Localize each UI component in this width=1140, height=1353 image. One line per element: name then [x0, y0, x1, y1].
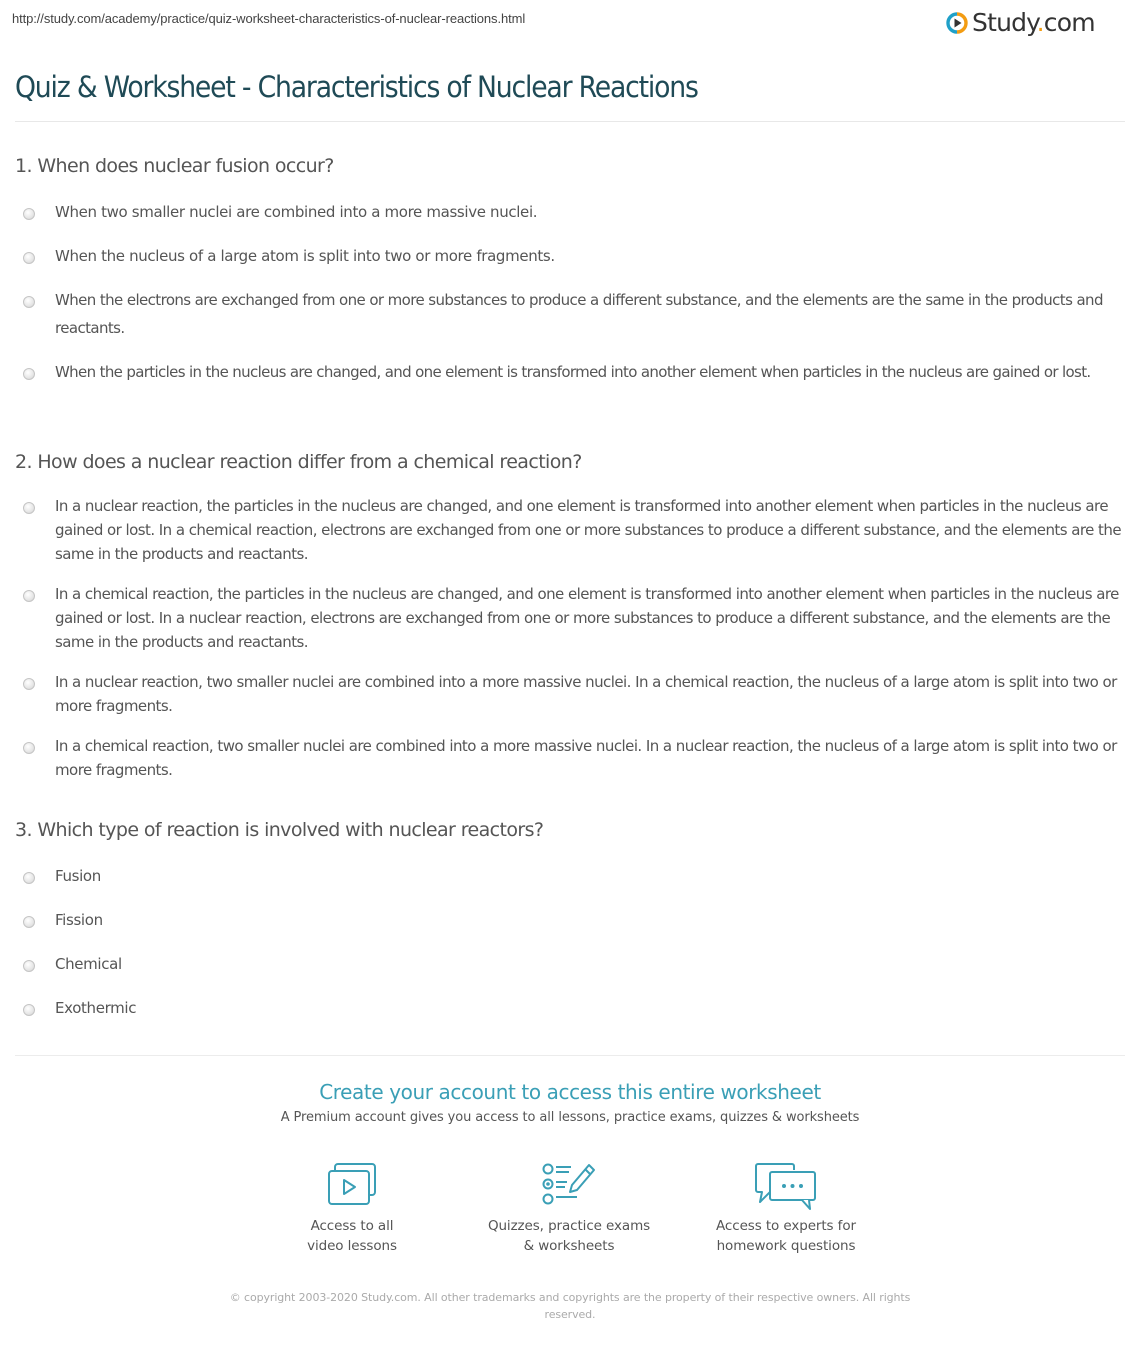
- quiz-checklist-icon: [541, 1162, 597, 1206]
- radio-button[interactable]: [23, 916, 35, 928]
- radio-button[interactable]: [23, 368, 35, 380]
- answer-text: Fission: [55, 911, 103, 929]
- answer-text: In a nuclear reaction, two smaller nuclei are combined into a more massive nuclei. In a chemical reaction, the nucleus of a large atom is split into two or more fragments.: [55, 673, 1117, 715]
- question-3: [15, 819, 1125, 1017]
- feature-label-line2: & worksheets: [523, 1238, 615, 1254]
- copyright-notice: © copyright 2003-2020 Study.com. All other trademarks and copyrights are the property of their respective owners. All rights reserved.: [229, 1291, 911, 1321]
- radio-button[interactable]: [23, 872, 35, 884]
- answer-option[interactable]: [15, 586, 1125, 654]
- feature-label-line1: Access to experts for: [716, 1218, 856, 1234]
- feature-label-line2: homework questions: [716, 1238, 856, 1254]
- title-divider: [15, 121, 1125, 122]
- answer-text: Chemical: [55, 955, 122, 973]
- answer-text: In a chemical reaction, the particles in the nucleus are changed, and one element is transformed into another element when particles in the nucleus are gained or lost. In a nuclear reaction, electrons are exchanged from one or more substances to produce a different substance, and the elements are the same in the products and reactants.: [55, 585, 1119, 651]
- radio-button[interactable]: [23, 502, 35, 514]
- radio-button[interactable]: [23, 960, 35, 972]
- answer-option[interactable]: [15, 364, 1125, 386]
- answer-option[interactable]: [15, 912, 103, 934]
- feature-label-line1: Quizzes, practice exams: [487, 1218, 651, 1234]
- feature-label-line1: Access to all: [310, 1218, 394, 1234]
- answer-text: When the nucleus of a large atom is split into two or more fragments.: [55, 247, 555, 265]
- page-url: http://study.com/academy/practice/quiz-worksheet-characteristics-of-nuclear-reactions.html: [12, 11, 526, 26]
- feature-label-line2: video lessons: [307, 1238, 397, 1254]
- answer-option[interactable]: [15, 1000, 136, 1022]
- question-text: 3. Which type of reaction is involved with nuclear reactors?: [15, 819, 544, 841]
- question-text: 1. When does nuclear fusion occur?: [15, 155, 334, 177]
- cta-subtitle: A Premium account gives you access to all lessons, practice exams, quizzes & worksheets: [280, 1110, 860, 1125]
- answer-text: Fusion: [55, 867, 101, 885]
- answer-option[interactable]: [15, 738, 1125, 782]
- study-logo[interactable]: [946, 8, 1095, 38]
- answer-text: Exothermic: [55, 999, 137, 1017]
- answer-option[interactable]: [15, 674, 1125, 718]
- logo-wordmark: Study.com: [972, 8, 1095, 37]
- answer-text: In a chemical reaction, two smaller nuclei are combined into a more massive nuclei. In a nuclear reaction, the nucleus of a large atom is split into two or more fragments.: [55, 737, 1117, 779]
- question-text: 2. How does a nuclear reaction differ from a chemical reaction?: [15, 451, 582, 473]
- footer-divider: [15, 1055, 1125, 1056]
- feature-experts: [686, 1162, 886, 1256]
- answer-option[interactable]: [15, 204, 537, 226]
- radio-button[interactable]: [23, 296, 35, 308]
- radio-button[interactable]: [23, 742, 35, 754]
- radio-button[interactable]: [23, 1004, 35, 1016]
- page-title: Quiz & Worksheet - Characteristics of Nuclear Reactions: [15, 70, 698, 104]
- answer-option[interactable]: [15, 498, 1125, 566]
- radio-button[interactable]: [23, 208, 35, 220]
- chat-bubbles-icon: [754, 1162, 818, 1212]
- answer-text: In a nuclear reaction, the particles in the nucleus are changed, and one element is transformed into another element when particles in the nucleus are gained or lost. In a chemical reaction, electrons are exchanged from one or more substances to produce a different substance, and the elements are the same in the products and reactants.: [55, 497, 1122, 563]
- feature-video-lessons: [252, 1162, 452, 1256]
- answer-text: When the particles in the nucleus are changed, and one element is transformed into another element when particles in the nucleus are gained or lost.: [55, 363, 1091, 381]
- answer-option[interactable]: [15, 248, 555, 270]
- answer-option[interactable]: [15, 292, 1105, 342]
- radio-button[interactable]: [23, 590, 35, 602]
- answer-option[interactable]: [15, 868, 101, 890]
- radio-button[interactable]: [23, 252, 35, 264]
- answer-text: When two smaller nuclei are combined into a more massive nuclei.: [55, 203, 538, 221]
- answer-option[interactable]: [15, 956, 122, 978]
- question-2: [15, 451, 1125, 779]
- answer-text: When the electrons are exchanged from one or more substances to produce a different substance, and the elements are the same in the products and reactants.: [55, 291, 1103, 337]
- cta-title-link[interactable]: Create your account to access this entire worksheet: [319, 1080, 821, 1104]
- feature-quizzes: [469, 1162, 669, 1256]
- radio-button[interactable]: [23, 678, 35, 690]
- question-1: [15, 155, 1125, 381]
- video-lessons-icon: [327, 1162, 377, 1206]
- play-circle-logo-icon: [946, 12, 968, 34]
- create-account-cta: [0, 1080, 1140, 1125]
